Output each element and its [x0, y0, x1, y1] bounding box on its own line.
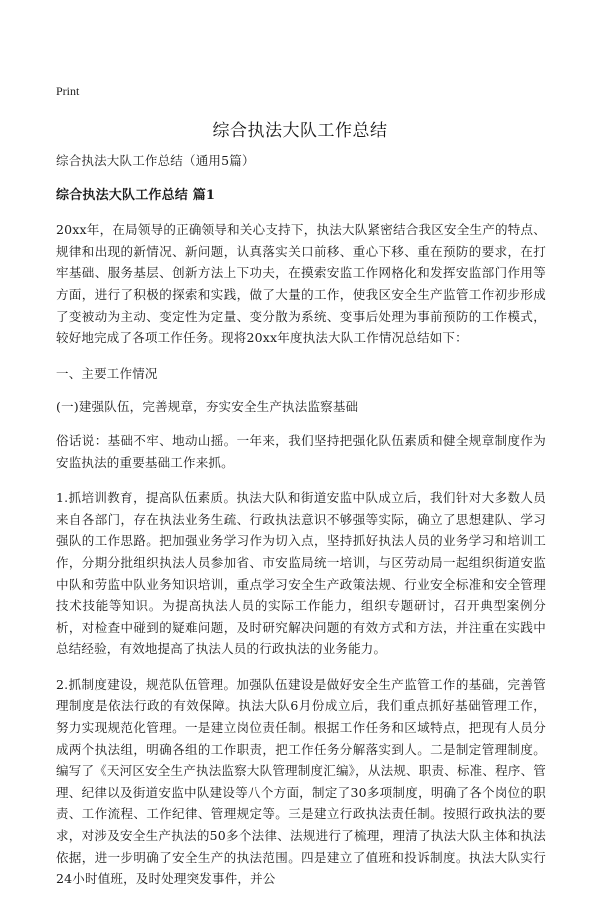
- paragraph-training: 1.抓培训教育，提高队伍素质。执法大队和街道安监中队成立后，我们针对大多数人员来自各部门，存在执法业务生疏、行政执法意识不够强等实际，确立了思想建队、学习强队的工作思路。把加强业务学习作为切入点，坚持抓好执法人员的业务学习和培训工作，分期分批组织执法人员参加省、市安监局统一培训，与区劳动局一起组织街道安监中队和劳监中队业务知识培训，重点学习安全生产政策法规、行业安全标准和安全管理技术技能等知识。为提高执法人员的实际工作能力，组织专题研讨，召开典型案例分析，对检查中碰到的疑难问题，及时研究解决问题的有效方式和方法，并注重在实践中总结经验，有效地提高了执法人员的行政执法的业务能力。: [56, 490, 546, 657]
- paragraph-system-building: 2.抓制度建设，规范队伍管理。加强队伍建设是做好安全生产监管工作的基础，完善管理制度是依法行政的有效保障。执法大队6月份成立后，我们重点抓好基础管理工作，努力实现规范化管理。一是建立岗位责任制。根据工作任务和区域特点，把现有人员分成两个执法组，明确各组的工作职责，把工作任务分解落实到人。二是制定管理制度。编写了《天河区安全生产执法监察大队管理制度汇编》，从法规、职责、标准、程序、管理、纪律以及街道安监中队建设等八个方面，制定了30多项制度，明确了各个岗位的职责、工作流程、工作纪律、管理规定等。三是建立行政执法责任制。按照行政执法的要求，对涉及安全生产执法的50多个法律、法规进行了梳理，理清了执法大队主体和执法依据，进一步明确了安全生产的执法范围。四是建立了值班和投诉制度。执法大队实行24小时值班，及时处理突发事件，并公: [56, 676, 546, 887]
- document-subtitle: 综合执法大队工作总结（通用5篇）: [56, 153, 255, 168]
- page-title: 综合执法大队工作总结: [212, 121, 388, 141]
- heading-subsection-1: (一)建强队伍，完善规章，夯实安全生产执法监察基础: [56, 399, 359, 415]
- document-body: [56, 150, 546, 904]
- print-label: Print: [56, 84, 80, 98]
- paragraph-foundation: 俗话说：基础不牢、地动山摇。一年来，我们坚持把强化队伍素质和健全规章制度作为安监执法的重要基础工作来抓。: [56, 432, 546, 470]
- heading-main-work: 一、主要工作情况: [56, 365, 158, 381]
- section-heading: 综合执法大队工作总结 篇1: [56, 187, 216, 203]
- paragraph-intro: 20xx年，在局领导的正确领导和关心支持下，执法大队紧密结合我区安全生产的特点、规律和出现的新情况、新问题，认真落实关口前移、重心下移、重在预防的要求，在打牢基础、服务基层、创新方法上下功夫，在摸索安监工作网格化和发挥安监部门作用等方面，进行了积极的探索和实践，做了大量的工作，使我区安全生产监管工作初步形成了变被动为主动、变定性为定量、变分散为系统、变事后处理为事前预防的工作模式，较好地完成了各项工作任务。现将20xx年度执法大队工作情况总结如下：: [56, 222, 546, 346]
